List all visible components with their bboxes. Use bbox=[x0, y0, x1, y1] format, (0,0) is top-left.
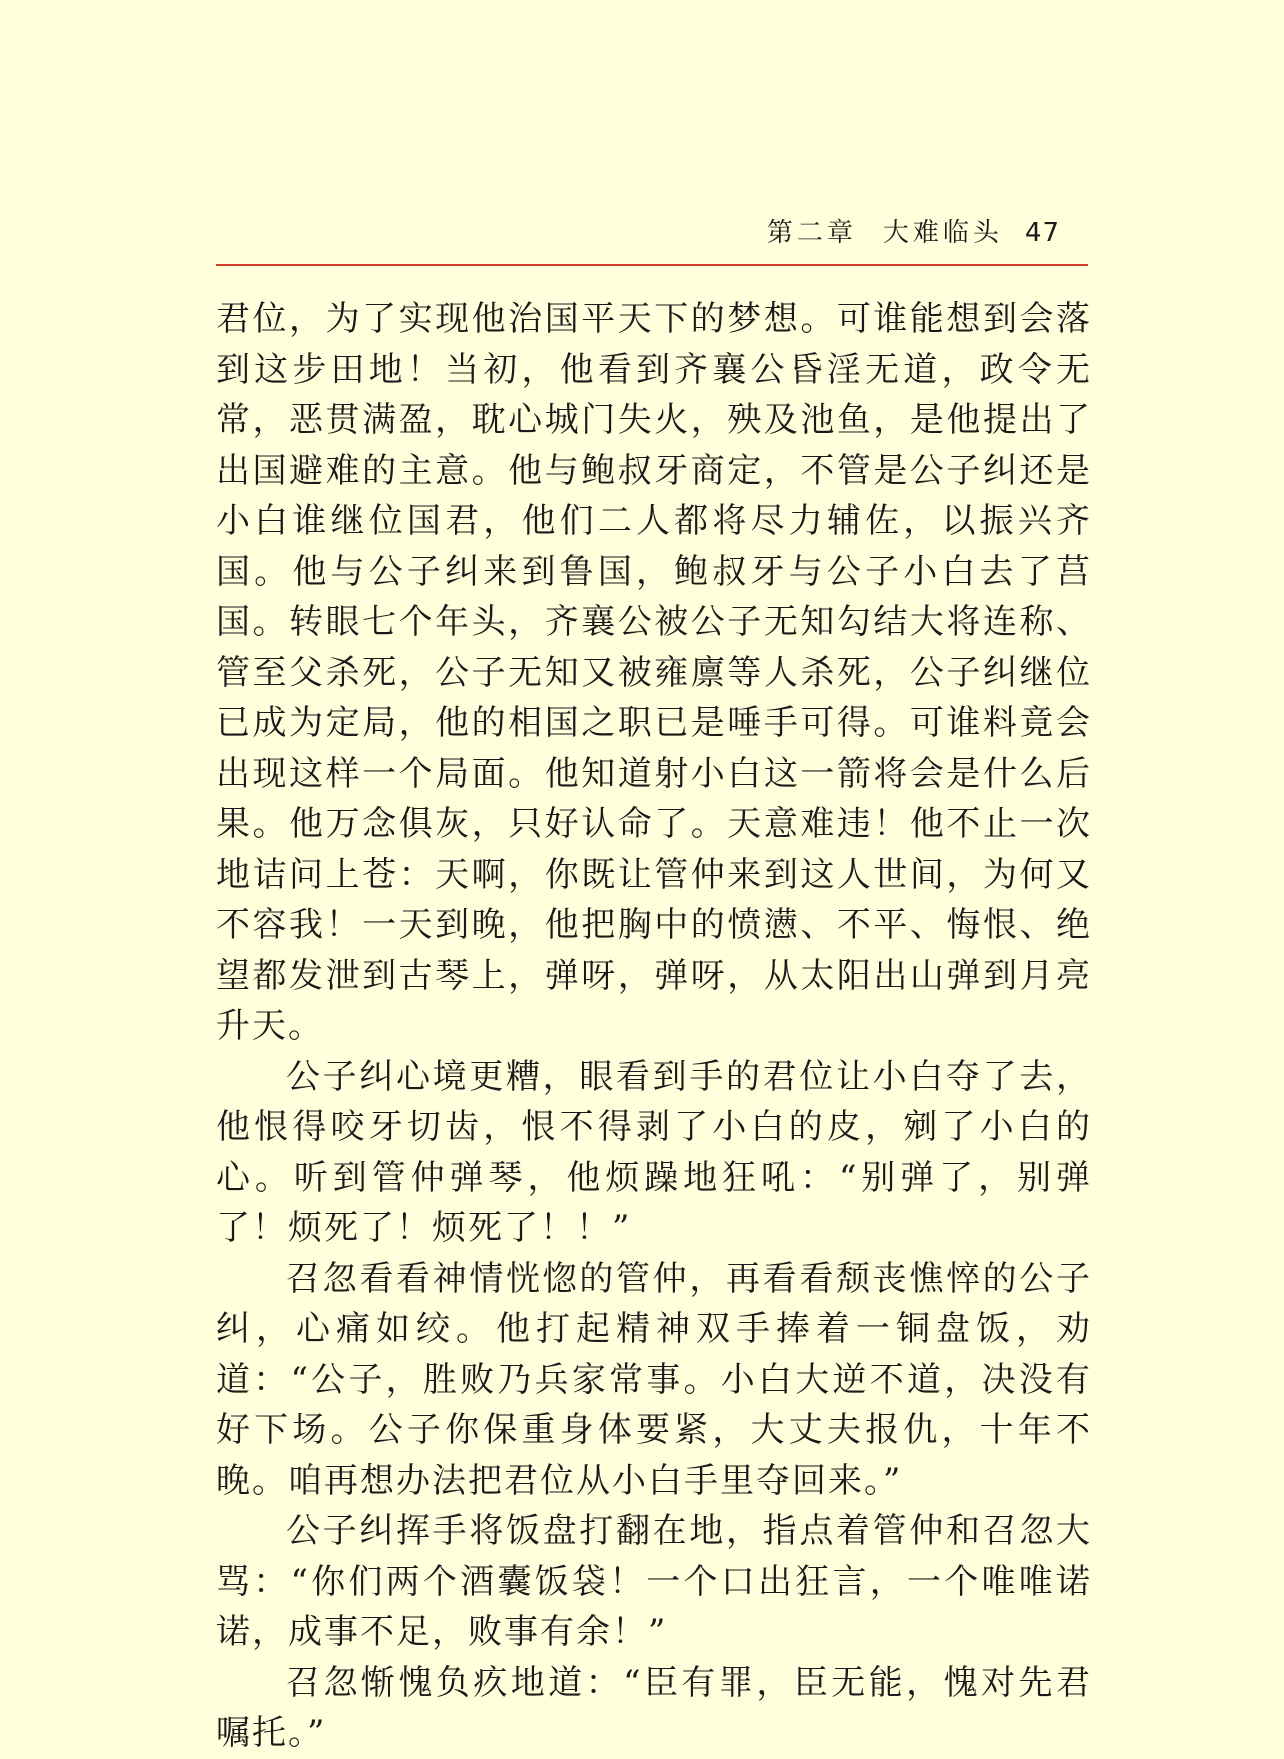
running-header bbox=[767, 218, 1060, 248]
chapter-title: 大难临头 bbox=[882, 218, 1003, 248]
paragraph: 公子纠挥手将饭盘打翻在地，指点着管仲和召忽大骂：“你们两个酒囊饭袋！一个口出狂言，一个唯唯诺诺，成事不足，败事有余！” bbox=[216, 1511, 1092, 1652]
paragraph: 召忽看看神情恍惚的管仲，再看看颓丧憔悴的公子纠，心痛如绞。他打起精神双手捧着一铜盘饭，劝道：“公子，胜败乃兵家常事。小白大逆不道，决没有好下场。公子你保重身体要紧，大丈夫报仇，十年不晚。咱再想办法把君位从小白手里夺回来。” bbox=[216, 1258, 1092, 1501]
paragraph: 召忽惭愧负疚地道：“臣有罪，臣无能，愧对先君嘱托。” bbox=[216, 1662, 1092, 1753]
paragraph: 公子纠心境更糟，眼看到手的君位让小白夺了去，他恨得咬牙切齿，恨不得剥了小白的皮，剜了小白的心。听到管仲弹琴，他烦躁地狂吼：“别弹了，别弹了！烦死了！烦死了！！” bbox=[216, 1056, 1092, 1248]
body-text bbox=[216, 294, 1092, 1759]
paragraph: 君位，为了实现他治国平天下的梦想。可谁能想到会落到这步田地！当初，他看到齐襄公昏淫无道，政令无常，恶贯满盈，耽心城门失火，殃及池鱼，是他提出了出国避难的主意。他与鲍叔牙商定，不管是公子纠还是小白谁继位国君，他们二人都将尽力辅佐，以振兴齐国。他与公子纠来到鲁国，鲍叔牙与公子小白去了莒国。转眼七个年头，齐襄公被公子无知勾结大将连称、管至父杀死，公子无知又被雍廪等人杀死，公子纠继位已成为定局，他的相国之职已是唾手可得。可谁料竟会出现这样一个局面。他知道射小白这一箭将会是什么后果。他万念俱灰，只好认命了。天意难违！他不止一次地诘问上苍：天啊，你既让管仲来到这人世间，为何又不容我！一天到晚，他把胸中的愤懑、不平、悔恨、绝望都发泄到古琴上，弹呀，弹呀，从太阳出山弹到月亮升天。 bbox=[216, 299, 1092, 1046]
page-number: 47 bbox=[1024, 218, 1060, 248]
chapter-label: 第二章 bbox=[766, 218, 857, 248]
header-rule bbox=[216, 264, 1088, 266]
